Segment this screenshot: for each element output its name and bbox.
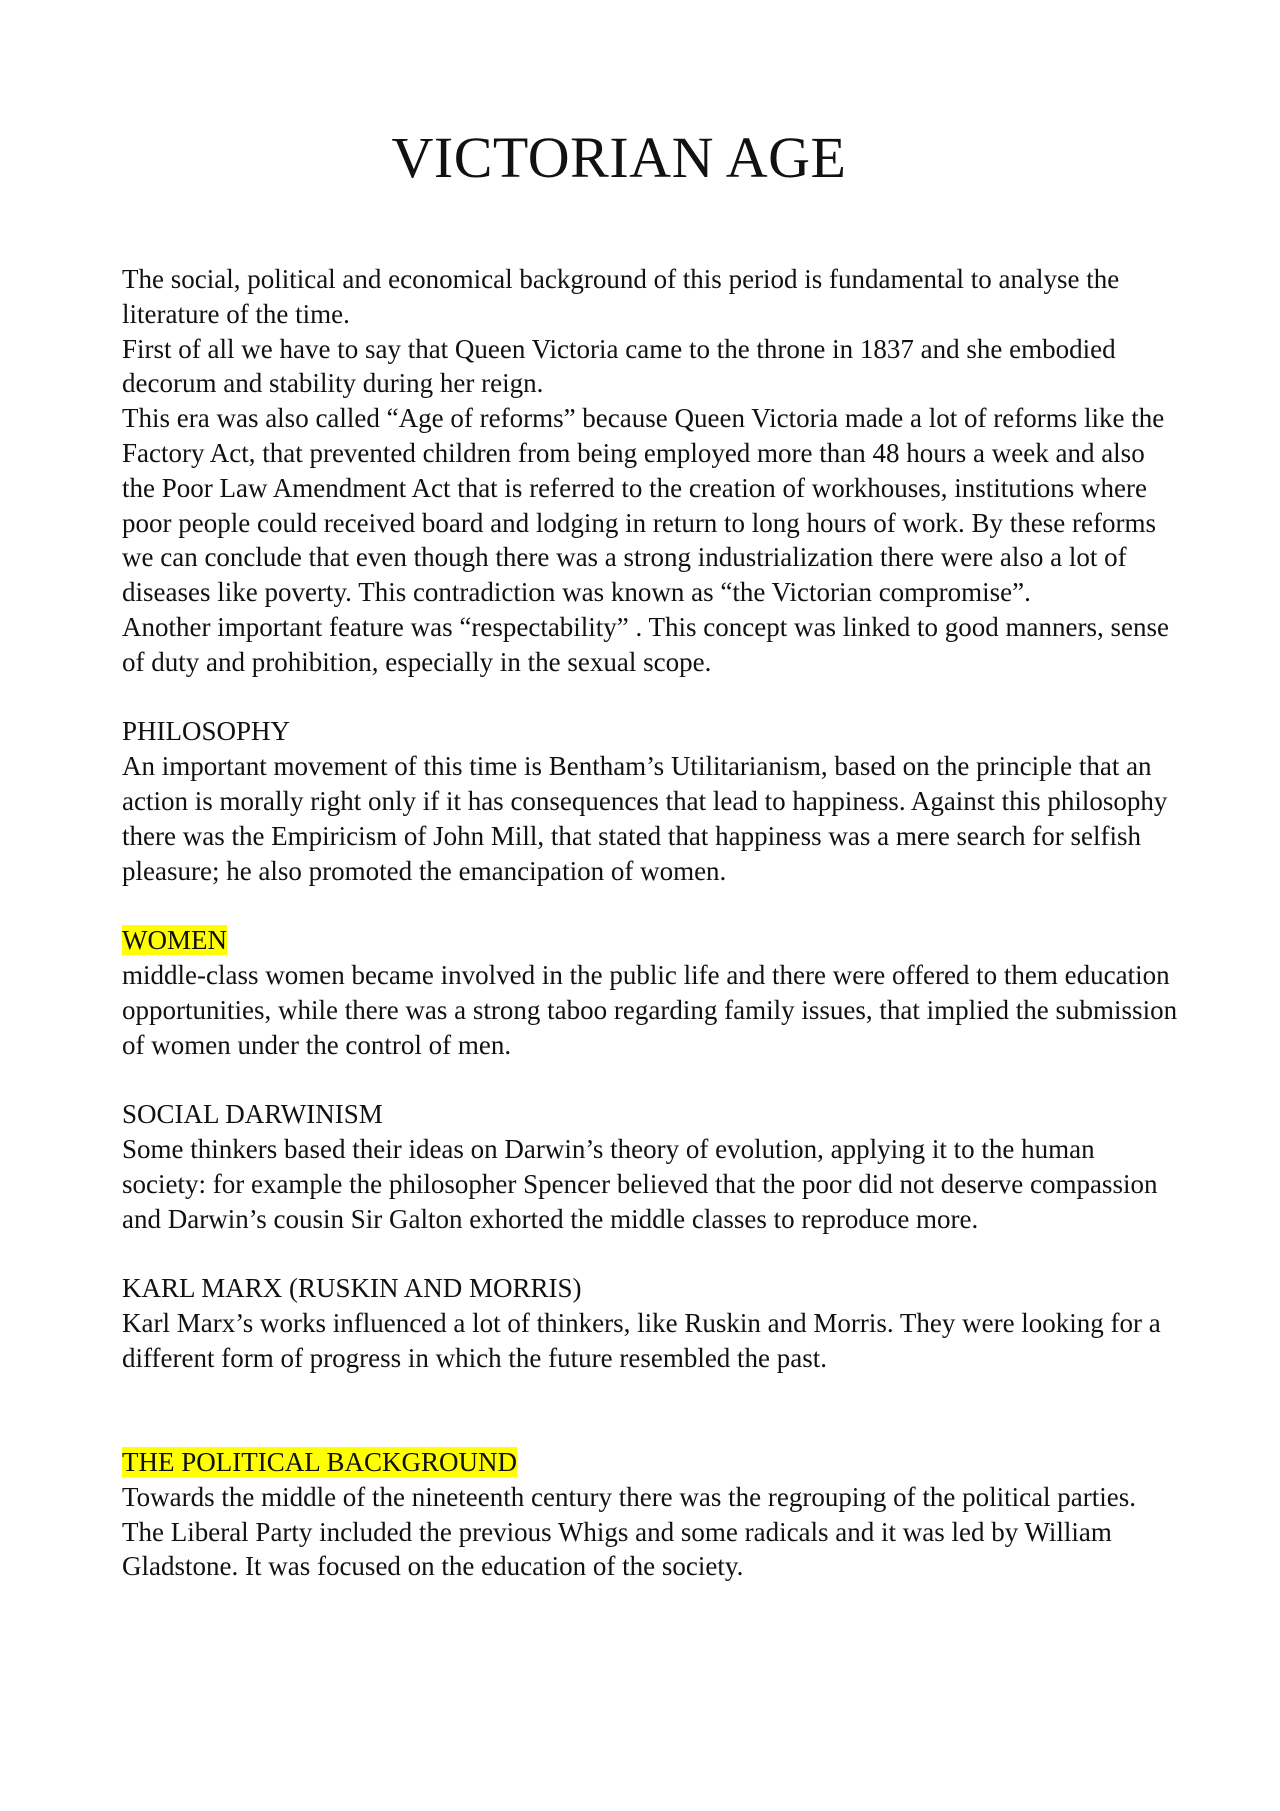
section-text-political: Towards the middle of the nineteenth century there was the regrouping of the political parties. The Liberal Party included the previous Whigs and some radicals and it was led by William Gladstone. It was focused on the education of the society. bbox=[122, 1481, 1137, 1582]
page-title: VICTORIAN AGE bbox=[391, 125, 847, 190]
section-heading-social-darwinism: SOCIAL DARWINISM bbox=[122, 1099, 383, 1130]
section-heading-women: WOMEN bbox=[122, 925, 227, 956]
section-text-women: middle-class women became involved in the public life and there were offered to them education opportunities, while there was a strong taboo regarding family issues, that implied the submission of women under the control of men. bbox=[122, 959, 1178, 1060]
document-body bbox=[122, 262, 1182, 1584]
intro-paragraph-3: This era was also called “Age of reforms” because Queen Victoria made a lot of reforms like the Factory Act, that prevented children from being employed more than 48 hours a week and also the Poor Law Amendment Act that is referred to the creation of workhouses, institutions where poor people could received board and lodging in return to long hours of work. By these reforms we can conclude that even though there was a strong industrialization there were also a lot of diseases like poverty. This contradiction was known as “the Victorian compromise”. bbox=[122, 403, 1165, 608]
section-text-karl-marx: Karl Marx’s works influenced a lot of thinkers, like Ruskin and Morris. They were looking for a different form of progress in which the future resembled the past. bbox=[122, 1307, 1161, 1373]
section-heading-philosophy: PHILOSOPHY bbox=[122, 716, 291, 747]
spacer bbox=[122, 1236, 1182, 1271]
section-heading-political-line bbox=[122, 1445, 1182, 1480]
section-heading-karl-marx: KARL MARX (RUSKIN AND MORRIS) bbox=[122, 1273, 582, 1304]
section-text-philosophy: An important movement of this time is Bentham’s Utilitarianism, based on the principle that an action is morally right only if it has consequences that lead to happiness. Against this philosophy there was the Empiricism of John Mill, that stated that happiness was a mere search for selfish pleasure; he also promoted the emancipation of women. bbox=[122, 751, 1168, 886]
spacer bbox=[122, 1062, 1182, 1097]
intro-paragraph-4: Another important feature was “respectability” . This concept was linked to good manners, sense of duty and prohibition, especially in the sexual scope. bbox=[122, 611, 1169, 677]
section-text-social-darwinism: Some thinkers based their ideas on Darwin’s theory of evolution, applying it to the human society: for example the philosopher Spencer believed that the poor did not deserve compassion and Darwin’s cousin Sir Galton exhorted the middle classes to reproduce more. bbox=[122, 1133, 1158, 1234]
intro-paragraph-2: First of all we have to say that Queen Victoria came to the throne in 1837 and she embodied decorum and stability during her reign. bbox=[122, 333, 1116, 399]
spacer bbox=[122, 1376, 1182, 1446]
section-heading-women-line bbox=[122, 923, 1182, 958]
intro-paragraph-1: The social, political and economical background of this period is fundamental to analyse the literature of the time. bbox=[122, 264, 1120, 329]
spacer bbox=[122, 888, 1182, 923]
section-heading-political: THE POLITICAL BACKGROUND bbox=[122, 1447, 517, 1478]
spacer bbox=[122, 680, 1182, 715]
